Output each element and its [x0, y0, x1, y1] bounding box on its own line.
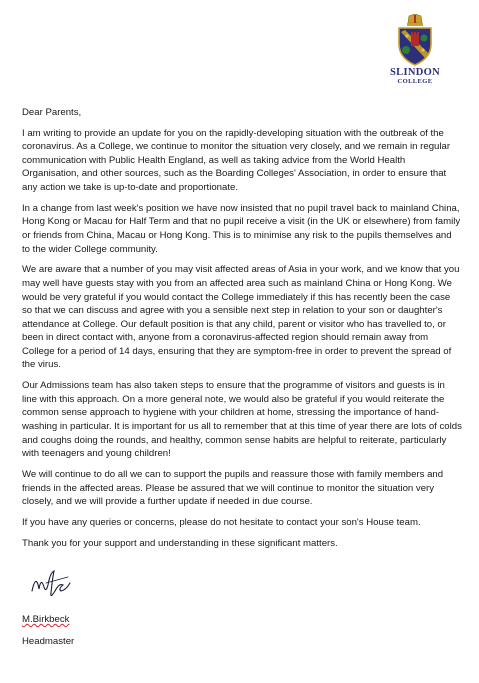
paragraph: If you have any queries or concerns, please do not hesitate to contact your son's House team.: [22, 516, 421, 528]
salutation: Dear Parents,: [22, 107, 82, 118]
signatory-name: [22, 614, 69, 625]
paragraph: Thank you for your support and understanding in these significant matters.: [22, 537, 338, 549]
letter-body: [22, 106, 462, 558]
paragraph: I am writing to provide an update for you on the rapidly-developing situation with the outbreak of the coronavirus. As a College, we continue to monitor the situation very closely, and we remain in regular communication with Public Health England, as well as taking advice from the World Health Organisation, and other sources, such as the Boarding Colleges' Association, in order to ensure that any action we take is up-to-date and proportionate.: [22, 127, 451, 193]
paragraph: We will continue to do all we can to support the pupils and reassure those with family members and friends in the affected areas. Please be assured that we will continue to monitor the situation very closely, and we will provide a further update if needed in due course.: [22, 469, 444, 508]
paragraph: We are aware that a number of you may visit affected areas of Asia in your work, and we know that you may well have guests stay with you from an affected area such as mainland China or Hong Kong. We would be very grateful if you would contact the College immediately if this has recently been the case so that we can discuss and agree with you a sensible next step in relation to your son or daughter's attendance at College. Our default position is that any child, parent or visitor who has travelled to, or been in direct contact with, anyone from a coronavirus-affected region should remain away from College for a period of 14 days, ensuring that they are symptom-free in order to prevent the spread of the virus.: [22, 264, 460, 371]
signatory-name-text: M.Birkbeck: [22, 614, 70, 625]
paragraph: Our Admissions team has also taken steps to ensure that the programme of visitors and guests is in line with this approach. On a more general note, we would also be grateful if you would reiterate the common sense approach to hygiene with your children at home, stressing the importance of hand-washing in particular. It is important for us all to remember that at this time of year there are lots of colds and coughs doing the rounds, and healthy, common sense habits are helpful to reiterate, particularly with teenagers and young children!: [22, 380, 462, 460]
handwritten-signature-icon: [28, 563, 78, 601]
paragraph: In a change from last week's position we have now insisted that no pupil travel back to mainland China, Hong Kong or Macau for Half Term and that no pupil receive a visit (in the UK or elsewhere) from family or friends from China, Macau or Hong Kong. This is to minimise any risk to the pupils themselves and to the wider College community.: [22, 202, 461, 255]
signatory-title: Headmaster: [22, 636, 75, 647]
school-subname: COLLEGE: [397, 78, 433, 85]
school-name: SLINDON: [390, 67, 440, 78]
